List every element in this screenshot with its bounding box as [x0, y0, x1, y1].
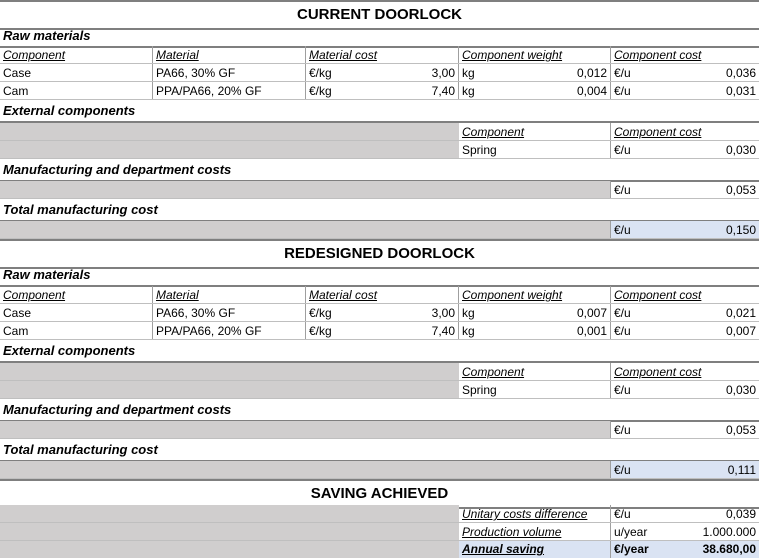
- annual-saving-label: Annual saving: [459, 541, 611, 558]
- redesigned-raw-header-row: [0, 286, 759, 304]
- material-cell: PA66, 30% GF: [153, 304, 306, 321]
- saving-value-cell: [611, 523, 759, 540]
- gray-fill: [0, 461, 153, 478]
- value: 0,007: [576, 306, 607, 320]
- gray-fill: [0, 381, 153, 398]
- gray-fill: [459, 461, 611, 478]
- unit: €/kg: [309, 324, 332, 338]
- unit: kg: [462, 306, 475, 320]
- gray-fill: [0, 363, 153, 380]
- component-cell: Case: [0, 64, 153, 81]
- unit: €/u: [614, 223, 631, 237]
- manufacturing-cost-cell: [611, 181, 759, 198]
- component-cost-cell: [611, 322, 759, 339]
- value: 7,40: [431, 324, 455, 338]
- gray-fill: [153, 363, 306, 380]
- value: 0,039: [725, 507, 756, 521]
- redesigned-title: REDESIGNED DOORLOCK: [0, 239, 759, 269]
- material-cost-cell: [306, 322, 459, 339]
- material-cost-cell: [306, 82, 459, 99]
- unit: €/kg: [309, 306, 332, 320]
- header-material: Material: [153, 46, 306, 63]
- gray-fill: [306, 181, 459, 198]
- unit: kg: [462, 84, 475, 98]
- gray-fill: [153, 421, 306, 438]
- current-title: CURRENT DOORLOCK: [0, 0, 759, 30]
- header-component-weight: Component weight: [459, 286, 611, 303]
- saving-value-cell: [611, 505, 759, 522]
- material-cell: PA66, 30% GF: [153, 64, 306, 81]
- value: 0,004: [576, 84, 607, 98]
- gray-fill: [306, 141, 459, 158]
- header-component: Component: [459, 123, 611, 140]
- value: 0,021: [725, 306, 756, 320]
- gray-fill: [459, 421, 611, 438]
- redesigned-raw-materials-label: Raw materials: [0, 265, 759, 287]
- unit: €/u: [614, 463, 631, 477]
- redesigned-external-label: External components: [0, 341, 759, 363]
- value: 0,053: [725, 423, 756, 437]
- value: 7,40: [431, 84, 455, 98]
- saving-label: Production volume: [459, 523, 611, 540]
- component-cost-cell: [611, 82, 759, 99]
- unit: kg: [462, 324, 475, 338]
- gray-fill: [0, 221, 153, 238]
- component-cell: Spring: [459, 381, 611, 398]
- gray-fill: [153, 541, 306, 558]
- gray-fill: [0, 523, 153, 540]
- value: 0,036: [725, 66, 756, 80]
- weight-cell: [459, 64, 611, 81]
- component-cost-cell: [611, 381, 759, 398]
- gray-fill: [153, 123, 306, 140]
- weight-cell: [459, 304, 611, 321]
- header-component-cost: Component cost: [614, 125, 702, 139]
- annual-saving-value-cell: [611, 541, 759, 558]
- gray-fill: [306, 123, 459, 140]
- table-row: [0, 64, 759, 82]
- gray-fill: [0, 541, 153, 558]
- value: 0,053: [725, 183, 756, 197]
- gray-fill: [153, 141, 306, 158]
- gray-fill: [306, 381, 459, 398]
- value: 0,012: [576, 66, 607, 80]
- gray-fill: [0, 421, 153, 438]
- gray-fill: [153, 523, 306, 540]
- weight-cell: [459, 82, 611, 99]
- table-row: [0, 541, 759, 558]
- value: 0,150: [725, 223, 756, 237]
- gray-fill: [306, 221, 459, 238]
- unit: €/u: [614, 66, 631, 80]
- value: 0,001: [576, 324, 607, 338]
- material-cell: PPA/PA66, 20% GF: [153, 322, 306, 339]
- unit: €/kg: [309, 84, 332, 98]
- gray-fill: [0, 505, 153, 522]
- header-material-cost: Material cost: [306, 46, 459, 63]
- saving-label: Unitary costs difference: [459, 505, 611, 522]
- table-row: [0, 505, 759, 523]
- gray-fill: [306, 461, 459, 478]
- table-row: [0, 381, 759, 399]
- gray-fill: [306, 541, 459, 558]
- material-cell: PPA/PA66, 20% GF: [153, 82, 306, 99]
- gray-fill: [153, 181, 306, 198]
- value: 0,031: [725, 84, 756, 98]
- gray-fill: [153, 505, 306, 522]
- unit: €/year: [614, 542, 649, 556]
- value: 3,00: [431, 66, 455, 80]
- gray-fill: [306, 421, 459, 438]
- component-cell: Cam: [0, 322, 153, 339]
- table-row: [0, 221, 759, 239]
- table-row: [0, 421, 759, 439]
- unit: €/u: [614, 143, 631, 157]
- component-cell: Spring: [459, 141, 611, 158]
- header-material-cost: Material cost: [306, 286, 459, 303]
- value: 0,030: [725, 143, 756, 157]
- current-manufacturing-label: Manufacturing and department costs: [0, 160, 759, 182]
- header-component-cost: Component cost: [614, 288, 702, 302]
- unit: €/u: [614, 324, 631, 338]
- table-row: [0, 523, 759, 541]
- gray-fill: [306, 363, 459, 380]
- manufacturing-cost-cell: [611, 421, 759, 438]
- gray-fill: [0, 123, 153, 140]
- redesigned-external-header-row: [0, 363, 759, 381]
- gray-fill: [153, 221, 306, 238]
- header-component-cost: Component cost: [614, 48, 702, 62]
- unit: €/u: [614, 423, 631, 437]
- table-row: [0, 82, 759, 100]
- gray-fill: [459, 221, 611, 238]
- header-component-weight: Component weight: [459, 46, 611, 63]
- table-row: [0, 461, 759, 479]
- gray-fill: [153, 381, 306, 398]
- component-cost-cell: [611, 141, 759, 158]
- current-raw-materials-label: Raw materials: [0, 26, 759, 48]
- total-cost-cell: [611, 221, 759, 238]
- header-component: Component: [0, 46, 153, 63]
- unit: €/u: [614, 84, 631, 98]
- total-cost-cell: [611, 461, 759, 478]
- gray-fill: [306, 505, 459, 522]
- unit: €/u: [614, 507, 631, 521]
- current-external-header-row: [0, 123, 759, 141]
- current-external-label: External components: [0, 101, 759, 123]
- component-cost-cell: [611, 64, 759, 81]
- component-cell: Cam: [0, 82, 153, 99]
- header-material: Material: [153, 286, 306, 303]
- unit: u/year: [614, 525, 648, 539]
- component-cell: Case: [0, 304, 153, 321]
- unit: €/kg: [309, 66, 332, 80]
- gray-fill: [153, 461, 306, 478]
- unit: €/u: [614, 183, 631, 197]
- gray-fill: [459, 181, 611, 198]
- table-row: [0, 181, 759, 199]
- value: 0,111: [727, 463, 756, 477]
- table-row: [0, 322, 759, 340]
- redesigned-total-label: Total manufacturing cost: [0, 440, 759, 462]
- unit: €/u: [614, 383, 631, 397]
- saving-title: SAVING ACHIEVED: [0, 479, 759, 509]
- value: 0,007: [725, 324, 756, 338]
- material-cost-cell: [306, 64, 459, 81]
- table-row: [0, 141, 759, 159]
- gray-fill: [0, 181, 153, 198]
- value: 3,00: [431, 306, 455, 320]
- unit: kg: [462, 66, 475, 80]
- unit: €/u: [614, 306, 631, 320]
- redesigned-manufacturing-label: Manufacturing and department costs: [0, 400, 759, 422]
- header-component: Component: [0, 286, 153, 303]
- table-row: [0, 304, 759, 322]
- value: 38.680,00: [702, 542, 756, 556]
- value: 0,030: [725, 383, 756, 397]
- current-total-label: Total manufacturing cost: [0, 200, 759, 222]
- material-cost-cell: [306, 304, 459, 321]
- weight-cell: [459, 322, 611, 339]
- gray-fill: [0, 141, 153, 158]
- gray-fill: [306, 523, 459, 540]
- header-component: Component: [459, 363, 611, 380]
- header-component-cost: Component cost: [614, 365, 702, 379]
- value: 1.000.000: [702, 525, 756, 539]
- current-raw-header-row: [0, 46, 759, 64]
- component-cost-cell: [611, 304, 759, 321]
